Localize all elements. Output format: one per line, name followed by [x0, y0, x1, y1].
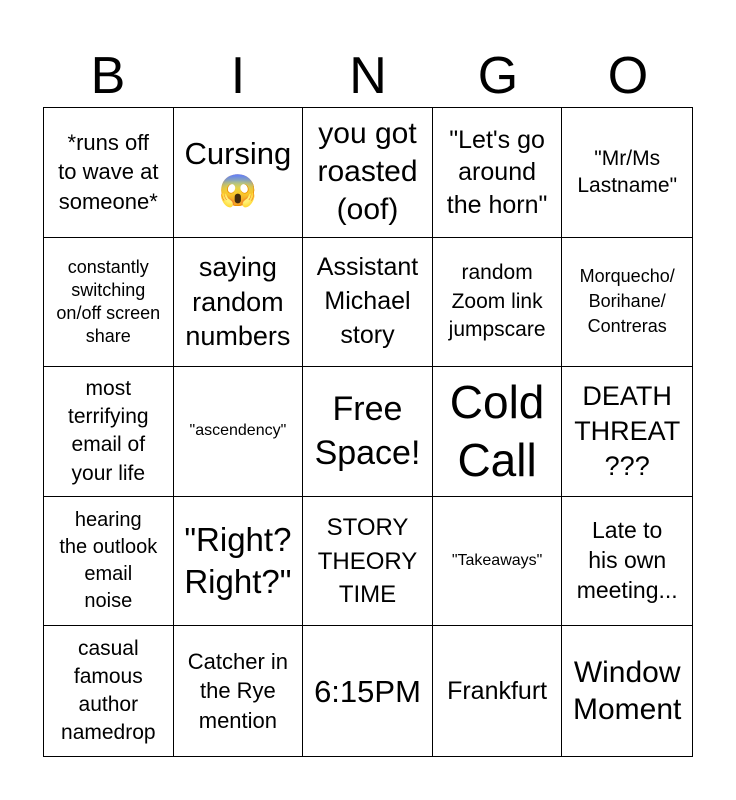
bingo-cell-text: "ascendency" — [189, 422, 287, 440]
bingo-cell[interactable] — [44, 497, 174, 627]
bingo-cell-text: DEATH THREAT ??? — [574, 380, 681, 482]
bingo-cell[interactable] — [562, 367, 692, 497]
bingo-cell[interactable] — [174, 626, 304, 756]
bingo-cell[interactable] — [433, 108, 563, 238]
bingo-cell[interactable] — [562, 497, 692, 627]
bingo-cell[interactable] — [303, 108, 433, 238]
bingo-cell-text: "Let's go around the horn" — [446, 125, 548, 219]
bingo-cell-text: Frankfurt — [447, 677, 548, 706]
bingo-cell[interactable] — [433, 626, 563, 756]
bingo-cell-text: hearing the outlook email noise — [59, 509, 158, 613]
bingo-cell-text: Cold Call — [449, 375, 545, 487]
bingo-cell[interactable] — [44, 238, 174, 368]
bingo-cell[interactable] — [303, 238, 433, 368]
bingo-cell[interactable] — [44, 626, 174, 756]
header-letter-i: I — [230, 47, 246, 105]
bingo-cell-text: constantly switching on/off screen share — [56, 257, 161, 346]
bingo-cell[interactable] — [433, 367, 563, 497]
header-letter-b: B — [90, 47, 126, 105]
bingo-cell[interactable] — [174, 497, 304, 627]
bingo-cell[interactable] — [303, 497, 433, 627]
bingo-cell[interactable] — [174, 108, 304, 238]
bingo-cell[interactable] — [303, 367, 433, 497]
bingo-cell[interactable] — [562, 238, 692, 368]
bingo-cell-text: Cursing 😱 — [184, 136, 292, 209]
bingo-cell[interactable] — [433, 238, 563, 368]
bingo-cell-text: 6:15PM — [314, 673, 421, 709]
header-letter-g: G — [477, 47, 519, 105]
header-letter-n: N — [349, 47, 387, 105]
bingo-cell[interactable] — [44, 108, 174, 238]
bingo-cell[interactable] — [433, 497, 563, 627]
bingo-cell-text: "Right? Right?" — [184, 521, 292, 601]
bingo-cell[interactable] — [174, 238, 304, 368]
bingo-cell-text: Morquecho/ Borihane/ Contreras — [579, 266, 675, 337]
header-letter-o: O — [607, 47, 649, 105]
bingo-cell-text: "Takeaways" — [451, 551, 543, 569]
bingo-cell-text: saying random numbers — [185, 252, 291, 352]
bingo-board — [43, 107, 693, 757]
bingo-header — [43, 44, 693, 108]
bingo-cell[interactable] — [174, 367, 304, 497]
bingo-cell-text: you got roasted (oof) — [317, 117, 418, 227]
bingo-cell-text: *runs off to wave at someone* — [58, 129, 159, 215]
bingo-cell[interactable] — [562, 626, 692, 756]
bingo-cell-text: Catcher in the Rye mention — [187, 648, 289, 734]
bingo-cell-text: Assistant Michael story — [316, 253, 419, 349]
bingo-cell-text: most terrifying email of your life — [68, 376, 149, 485]
bingo-cell-text: "Mr/Ms Lastname" — [577, 147, 678, 198]
bingo-cell[interactable] — [562, 108, 692, 238]
bingo-cell-text: Late to his own meeting... — [576, 517, 678, 604]
bingo-cell[interactable] — [44, 367, 174, 497]
bingo-cell-text: random Zoom link jumpscare — [448, 261, 546, 342]
bingo-cell[interactable] — [303, 626, 433, 756]
bingo-cell-text: Window Moment — [573, 655, 682, 727]
bingo-cell-text: casual famous author namedrop — [61, 637, 156, 745]
bingo-cell-text: Free Space! — [314, 390, 421, 473]
bingo-cell-text: STORY THEORY TIME — [317, 514, 418, 608]
